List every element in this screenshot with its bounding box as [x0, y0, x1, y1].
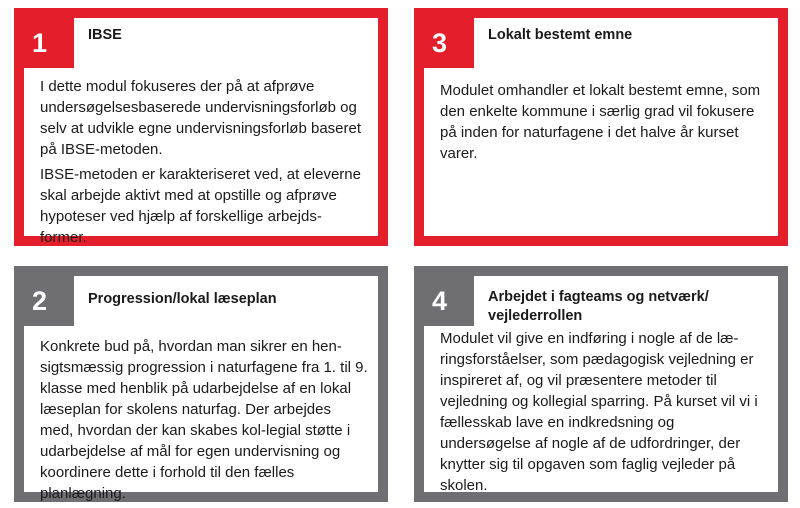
- module-card-4: [414, 266, 788, 502]
- module-paragraph: I dette modul fokuseres der på at afprøve undersøgelsesbaserede undervisningsforløb og selv at udvikle egne undervisningsforløb baseret på IBSE-metoden.: [40, 78, 362, 158]
- module-description: [40, 76, 368, 248]
- module-title: Lokalt bestemt emne: [488, 27, 633, 43]
- module-description: [40, 336, 368, 504]
- module-paragraph: IBSE-metoden er karakteriseret ved, at eleverne skal arbejde aktivt med at opstille og afprøve hypoteser ved hjælp af forskellige arbejds-former.: [40, 166, 361, 246]
- module-card-3: [414, 8, 788, 246]
- module-paragraph: Konkrete bud på, hvordan man sikrer en hen-sigtsmæssig progression i naturfagene fra 1. til 9. klasse med henblik på udarbejdelse af en lokal læseplan for skolens naturfag. Der arbejdes med, hvordan der kan skabes kol-legial støtte i udarbejdelse af mål for egen undervisning og koordinere dette i forhold til den fælles planlægning.: [40, 338, 368, 502]
- module-description: [440, 328, 768, 496]
- module-number-badge: 4: [424, 276, 474, 326]
- module-card-1: [14, 8, 388, 246]
- module-description: [440, 80, 768, 164]
- module-number-badge: 1: [24, 18, 74, 68]
- module-number-badge: 3: [424, 18, 474, 68]
- module-number-badge: 2: [24, 276, 74, 326]
- module-title: Arbejdet i fagteams og netværk/ vejlederrollen: [488, 289, 709, 324]
- module-paragraph: Modulet vil give en indføring i nogle af de læ-ringsforståelser, som pædagogisk vejledning er inspireret af, og vil præsentere metoder til vejledning og kollegial sparring. På kurset vil vi i fællesskab lave en indkredsning og undersøgelse af nogle af de udfordringer, der knytter sig til opgaven som faglig vejleder på skolen.: [440, 330, 758, 494]
- module-paragraph: Modulet omhandler et lokalt bestemt emne, som den enkelte kommune i særlig grad vil fokusere på inden for naturfagene i det halve år kurset varer.: [440, 82, 761, 162]
- module-title: IBSE: [88, 27, 122, 43]
- module-card-2: [14, 266, 388, 502]
- module-title: Progression/lokal læseplan: [88, 291, 277, 307]
